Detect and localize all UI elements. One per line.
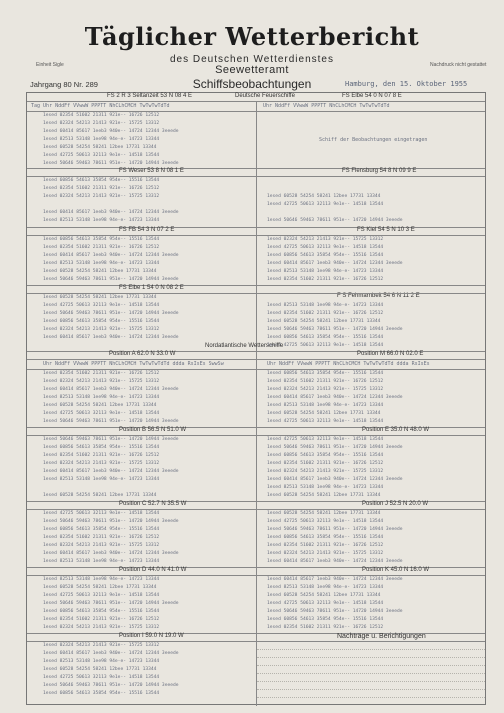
table-row: 1esed 42725 50613 32113 9e1e-- 14518 13544 — [267, 419, 384, 424]
table-row: 1esed 50646 59463 78611 951e-- 14720 14944 3eeede — [267, 609, 403, 614]
table-row: 1esed 02324 54213 21413 921e-- 15725 13312 — [43, 194, 160, 199]
table-row: 1esed 42725 50613 32113 9e1e-- 14518 13544 — [43, 511, 160, 516]
table-row: 1esed 02354 51602 21311 921e-- 16726 12512 — [267, 379, 384, 384]
table-row: 1esed 60414 85617 1eeb3 940e-- 14724 12344 3eeede — [267, 577, 403, 582]
section-flensburg: FS Flensburg 54 8 N 09 9 E — [342, 168, 417, 174]
table-row: 1esed 60528 54254 58241 12bee 17731 13344 — [43, 493, 157, 498]
table-row: 1esed 02324 54213 21413 921e-- 15725 13312 — [43, 625, 160, 630]
section-weser: FS Weser 53 8 N 08 1 E — [119, 168, 184, 174]
table-row: 1esed 60856 54613 35854 954e-- 15516 13544 — [43, 237, 160, 242]
table-row: 1esed 02324 54213 21413 921e-- 15725 13312 — [43, 543, 160, 548]
table-row: 1esed 02324 54213 21413 921e-- 15725 13312 — [43, 379, 160, 384]
table-row: 1esed 60856 54613 35854 954e-- 15516 13544 — [267, 335, 384, 340]
section-pos-i: Position I 59.0 N 19.0 W — [119, 633, 184, 639]
table-row: 1esed 02354 51602 21311 921e-- 16726 12512 — [267, 625, 384, 630]
table-row: 1esed 60528 54254 58241 12bee 17731 13344 — [43, 585, 157, 590]
table-row: 1esed 60528 54254 58241 12bee 17731 13344 — [43, 295, 157, 300]
section-pos-c: Position C 52.7 N 35.5 W — [119, 501, 187, 507]
table-row: 1esed 60856 54613 35854 954e-- 15516 13544 — [267, 535, 384, 540]
section-nordatlantik: Nordatlantische Wetterschiffe — [205, 343, 284, 349]
table-row: 1esed 60528 54254 58241 12bee 17731 13344 — [267, 411, 381, 416]
table-row: 1esed 82513 53148 1ee98 94e-e- 14723 13344 — [267, 403, 384, 408]
table-row: 1esed 60528 54254 58241 12bee 17731 13344 — [43, 403, 157, 408]
table-row: 1esed 02354 51602 21311 921e-- 16726 12512 — [43, 371, 160, 376]
table-row: 1esed 60414 85617 1eeb3 940e-- 14724 12344 3eeede — [43, 253, 179, 258]
table-row: 1esed 60528 54254 58241 12bee 17731 13344 — [43, 667, 157, 672]
section-fehmarnbelt: F S Fehmarnbelt 54 6 N 11 2 E — [337, 293, 420, 299]
table-row: 1esed 02324 54213 21413 921e-- 15725 13312 — [43, 461, 160, 466]
observations-grid — [26, 92, 486, 705]
table-row: 1esed 82513 53148 1ee98 94e-e- 14723 13344 — [43, 659, 160, 664]
table-row: 1esed 42725 50613 32113 9e1e-- 14518 13544 — [43, 153, 160, 158]
table-row: 1esed 50646 59463 78611 951e-- 14720 14944 3eeede — [43, 437, 179, 442]
table-row: 1esed 02354 51602 21311 921e-- 16726 12512 — [267, 543, 384, 548]
section-pos-b: Position B 56.5 N 51.0 W — [119, 427, 187, 433]
table-row: 1esed 60856 54613 35854 954e-- 15516 13544 — [43, 609, 160, 614]
page-subtitle-1: des Deutschen Wetterdienstes — [169, 54, 334, 65]
table-row: 1esed 60414 85617 1eeb3 940e-- 14724 12344 3eeede — [43, 387, 179, 392]
jahrgang-label: Jahrgang 80 Nr. 289 — [30, 80, 98, 89]
table-row: 1esed 60414 85617 1eeb3 940e-- 14724 12344 3eeede — [267, 261, 403, 266]
table-row: 1esed 82513 53148 1ee98 94e-e- 14723 13344 — [43, 137, 160, 142]
section-top-mid: Deutsche Feuerschiffe — [235, 93, 295, 99]
table-row: 1esed 50646 59463 78611 951e-- 14720 14944 3eeede — [267, 218, 403, 223]
table-row: 1esed 02354 51602 21311 921e-- 16726 12512 — [267, 277, 384, 282]
table-row: 1esed 60414 85617 1eeb3 940e-- 14724 12344 3eeede — [43, 129, 179, 134]
table-row: 1esed 02324 54213 21413 921e-- 15725 13312 — [267, 551, 384, 556]
table-row: 1esed 82513 53148 1ee98 94e-e- 14723 13344 — [43, 261, 160, 266]
table-row: 1esed 02354 51602 21311 921e-- 16726 12512 — [43, 245, 160, 250]
column-header-lower-left: Uhr NddFf VVwwW PPPTT NhCLhCMCH TwTwTwTdTd ddda RsIsEs SwwSw — [43, 361, 224, 367]
table-row: 1esed 60528 54254 58241 12bee 17731 13344 — [267, 493, 381, 498]
table-row: 1esed 82513 53148 1ee98 94e-e- 14723 13344 — [43, 477, 160, 482]
table-row: 1esed 50646 59463 78611 951e-- 14720 14944 3eeede — [267, 327, 403, 332]
section-top-right: FS Elbe 54 0 N 07 8 E — [342, 93, 402, 99]
table-row: 1esed 60856 54613 35854 954e-- 15516 13544 — [267, 253, 384, 258]
table-row: 1esed 60856 54613 35854 954e-- 15516 13544 — [267, 453, 384, 458]
table-row: 1esed 50646 59463 78611 951e-- 14720 14944 3eeede — [43, 161, 179, 166]
table-row: 1esed 60414 85617 1eeb3 940e-- 14724 12344 3eeede — [43, 469, 179, 474]
right-small-label: Nachdruck nicht gestattet — [430, 62, 487, 68]
table-row: 1esed 60856 54613 35854 954e-- 15516 13544 — [43, 445, 160, 450]
table-row: 1esed 02354 51602 21311 921e-- 16726 12512 — [43, 186, 160, 191]
table-row: 1esed 82513 53148 1ee98 94e-e- 14723 13344 — [267, 585, 384, 590]
table-row: 1esed 02324 54213 21413 921e-- 15725 13312 — [43, 121, 160, 126]
page-subtitle-3: Schiffsbeobachtungen — [192, 77, 312, 91]
section-elbe1: FS Elbe 1 54 0 N 08 2 E — [119, 285, 184, 291]
table-row: 1esed 02354 51602 21311 921e-- 16726 12512 — [267, 461, 384, 466]
page-subtitle-2: Seewetteramt — [215, 64, 289, 76]
table-row: 1esed 60414 85617 1eeb3 940e-- 14724 12344 3eeede — [43, 651, 179, 656]
table-row: 1esed 60856 54613 35854 954e-- 15516 13544 — [43, 691, 160, 696]
table-row: 1esed 60856 54613 35854 954e-- 15516 13544 — [43, 527, 160, 532]
table-row: 1esed 60414 85617 1eeb3 940e-- 14724 12344 3eeede — [267, 559, 403, 564]
table-row: 1esed 60414 85617 1eeb3 940e-- 14724 12344 3eeede — [43, 335, 179, 340]
report-date: Hamburg, den 15. Oktober 1955 — [345, 80, 468, 88]
table-row: 1esed 02354 51602 21311 921e-- 16726 12512 — [43, 453, 160, 458]
table-row: 1esed 60528 54254 58241 12bee 17731 13344 — [267, 194, 381, 199]
table-row: 1esed 02324 54213 21413 921e-- 15725 13312 — [267, 387, 384, 392]
table-row: 1esed 42725 50613 32113 9e1e-- 14518 13544 — [267, 245, 384, 250]
table-row: 1esed 42725 50613 32113 9e1e-- 14518 13544 — [43, 303, 160, 308]
table-row: 1esed 60528 54254 58241 12bee 17731 13344 — [43, 145, 157, 150]
table-row: 1esed 42725 50613 32113 9e1e-- 14518 13544 — [43, 593, 160, 598]
section-pos-k: Position K 45.0 N 16.0 W — [362, 567, 430, 573]
table-row: 1esed 02354 51602 21311 921e-- 16726 12512 — [267, 311, 384, 316]
column-header-lower-right: Uhr NddFf VVwwW PPPTT NhCLhCMCH TwTwTwTdTd ddda RsIsEs — [267, 361, 430, 367]
table-row: 1esed 60528 54254 58241 12bee 17731 13344 — [267, 593, 381, 598]
table-row: 1esed 02354 51602 21311 921e-- 16726 12512 — [43, 617, 160, 622]
section-pos-j: Position J 52.5 N 20.0 W — [362, 501, 429, 507]
table-row: 1esed 42725 50613 32113 9e1e-- 14518 13544 — [267, 601, 384, 606]
table-row: 1esed 60414 85617 1eeb3 940e-- 14724 12344 3eeede — [43, 551, 179, 556]
table-row: 1esed 02324 54213 21413 921e-- 15725 13312 — [267, 237, 384, 242]
table-row: 1esed 50646 59463 78611 951e-- 14720 14944 3eeede — [267, 527, 403, 532]
table-row: 1esed 50646 59463 78611 951e-- 14720 14944 3eeede — [43, 311, 179, 316]
table-row: 1esed 50646 59463 78611 951e-- 14720 14944 3eeede — [267, 445, 403, 450]
section-pos-m: Position M 66.0 N 02.0 E — [357, 351, 424, 357]
table-row: 1esed 82513 53148 1ee98 94e-e- 14723 13344 — [43, 577, 160, 582]
section-pos-d: Position D 44.0 N 41.0 W — [119, 567, 187, 573]
table-row: 1esed 82513 53148 1ee98 94e-e- 14723 13344 — [43, 218, 160, 223]
table-row: 1esed 82513 53148 1ee98 94e-e- 14723 13344 — [267, 303, 384, 308]
table-row: 1esed 60528 54254 58241 12bee 17731 13344 — [43, 269, 157, 274]
table-row: 1esed 42725 50613 32113 9e1e-- 14518 13544 — [267, 343, 384, 348]
table-row: 1esed 02324 54213 21413 921e-- 15725 13312 — [43, 643, 160, 648]
table-row: 1esed 42725 50613 32113 9e1e-- 14518 13544 — [43, 675, 160, 680]
table-row: 1esed 60528 54254 58241 12bee 17731 13344 — [267, 511, 381, 516]
page-title: Täglicher Wetterbericht — [84, 22, 420, 51]
table-row: 1esed 82513 53148 1ee98 94e-e- 14723 13344 — [43, 395, 160, 400]
table-row: 1esed 60856 54613 35854 954e-- 15516 13544 — [267, 617, 384, 622]
table-row: 1esed 60414 85617 1eeb3 940e-- 14724 12344 3eeede — [267, 395, 403, 400]
table-row: 1esed 42725 50613 32113 9e1e-- 14518 13544 — [267, 519, 384, 524]
table-row: 1esed 82513 53148 1ee98 94e-e- 14723 13344 — [267, 269, 384, 274]
table-row: 1esed 60856 54613 35854 954e-- 15516 13544 — [43, 178, 160, 183]
section-top-left: FS 2 R 3 Seltanzeit 53 N 08 4 E — [107, 93, 193, 99]
table-row: 1esed 60414 85617 1eeb3 940e-- 14724 12344 3eeede — [267, 477, 403, 482]
table-row: 1esed 60856 54613 35854 954e-- 15516 13544 — [43, 319, 160, 324]
section-fehmarn-small: FS FB 54 3 N 07 2 E — [119, 227, 175, 233]
left-small-label: Einheit Sigle — [36, 62, 64, 68]
table-row: 1esed 60856 54613 35854 954e-- 15516 13544 — [267, 371, 384, 376]
table-row: 1esed 42725 50613 32113 9e1e-- 14518 13544 — [43, 411, 160, 416]
handwritten-note: Schiff der Beobachtungen eingetragen — [319, 137, 428, 143]
table-row: 1esed 50646 59463 78611 951e-- 14720 14944 3eeede — [43, 277, 179, 282]
table-row: 1esed 50646 59463 78611 951e-- 14720 14944 3eeede — [43, 601, 179, 606]
table-row: 1esed 42725 50613 32113 9e1e-- 14518 13544 — [267, 437, 384, 442]
table-row: 1esed 02324 54213 21413 921e-- 15725 13312 — [267, 469, 384, 474]
table-row: 1esed 02354 51602 21311 921e-- 16726 12512 — [43, 113, 160, 118]
table-row: 1esed 02354 51602 21311 921e-- 16726 12512 — [43, 535, 160, 540]
column-header-left: Tag Uhr NddFf VVwwW PPPTT NhCLhCMCH TwTwTwTdTd — [31, 103, 170, 109]
column-header-right: Uhr NddFf VVwwW PPPTT NhCLhCMCH TwTwTwTdTd — [263, 103, 390, 109]
table-row: 1esed 50646 59463 78611 951e-- 14720 14944 3eeede — [43, 519, 179, 524]
section-pos-a: Position A 62.0 N 33.0 W — [109, 351, 176, 357]
table-row: 1esed 82513 53148 1ee98 94e-e- 14723 13344 — [43, 559, 160, 564]
section-pos-e: Position E 35.0 N 48.0 W — [362, 427, 430, 433]
table-row: 1esed 82513 53148 1ee98 94e-e- 14723 13344 — [267, 485, 384, 490]
table-row: 1esed 50646 59463 78611 951e-- 14720 14944 3eeede — [43, 419, 179, 424]
table-row: 1esed 42725 50613 32113 9e1e-- 14518 13544 — [267, 202, 384, 207]
table-row: 1esed 02324 54213 21413 921e-- 15725 13312 — [43, 327, 160, 332]
section-nachtraege: Nachträge u. Berichtigungen — [337, 633, 426, 640]
table-row: 1esed 50646 59463 78611 951e-- 14720 14944 3eeede — [43, 683, 179, 688]
section-kiel: FS Kiel 54 5 N 10 3 E — [357, 227, 415, 233]
table-row: 1esed 60414 85617 1eeb3 940e-- 14724 12344 3eeede — [43, 210, 179, 215]
table-row: 1esed 60528 54254 58241 12bee 17731 13344 — [267, 319, 381, 324]
